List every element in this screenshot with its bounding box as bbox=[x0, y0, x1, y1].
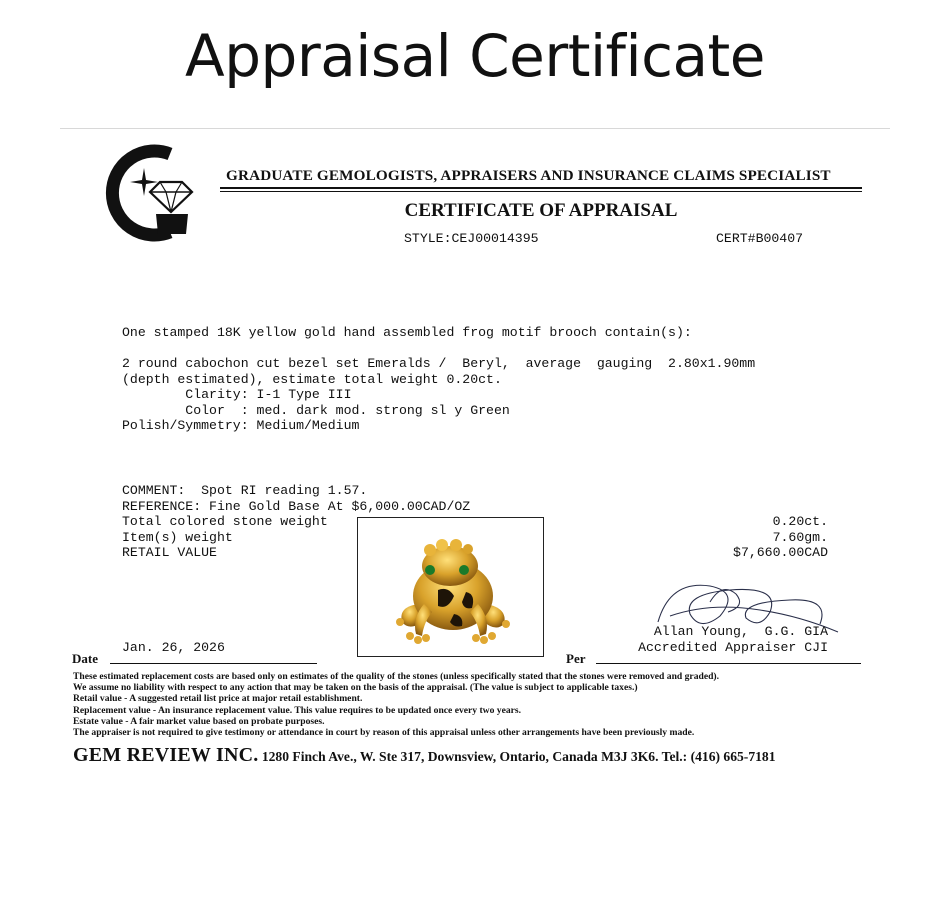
divider bbox=[220, 187, 862, 189]
item-photo bbox=[357, 517, 544, 657]
detail-values bbox=[640, 514, 828, 561]
per-line bbox=[596, 663, 861, 664]
detail-label: Item(s) weight bbox=[122, 529, 233, 545]
reference: REFERENCE: Fine Gold Base At $6,000.00CAD/OZ bbox=[122, 498, 471, 514]
footer-brand: GEM REVIEW INC. bbox=[73, 744, 259, 766]
divider bbox=[60, 128, 890, 129]
item-description: One stamped 18K yellow gold hand assembled frog motif brooch contain(s): bbox=[122, 325, 692, 340]
date-line bbox=[110, 663, 317, 664]
certificate-title: CERTIFICATE OF APPRAISAL bbox=[404, 200, 678, 221]
disclaimer-line: Estate value - A fair market value based on probate purposes. bbox=[73, 715, 325, 727]
disclaimer-line: These estimated replacement costs are based only on estimates of the quality of the stones (unless specifically stated that the stones were removed and graded). bbox=[73, 671, 720, 682]
detail-value: $7,660.00CAD bbox=[733, 545, 828, 561]
disclaimer-line: We assume no liability with respect to any action that may be taken on the basis of the appraisal. (The value is subject to applicable taxes.) bbox=[73, 682, 638, 694]
page-title: Appraisal Certificate bbox=[185, 22, 765, 90]
disclaimer-line: Retail value - A suggested retail list price at major retail establishment. bbox=[73, 693, 363, 705]
g-diamond-logo-icon bbox=[100, 142, 196, 242]
footer-address: 1280 Finch Ave., W. Ste 317, Downsview, Ontario, Canada M3J 3K6. Tel.: (416) 665-7181 bbox=[258, 749, 776, 764]
stone-line: Color : med. dark mod. strong sl y Green bbox=[122, 402, 510, 418]
date-value: Jan. 26, 2026 bbox=[122, 640, 225, 655]
company-name: GRADUATE GEMOLOGISTS, APPRAISERS AND INSURANCE CLAIMS SPECIALIST bbox=[226, 167, 831, 184]
detail-value: 7.60gm. bbox=[772, 529, 828, 545]
detail-value: 0.20ct. bbox=[772, 514, 828, 529]
disclaimer-line: The appraiser is not required to give testimony or attendance in court by reason of this appraisal unless other arrangements have been previously made. bbox=[73, 727, 695, 739]
appraiser-signature-block bbox=[614, 624, 828, 655]
certificate-number: CERT#B00407 bbox=[716, 231, 804, 246]
detail-label: RETAIL VALUE bbox=[122, 545, 217, 561]
stone-line: Polish/Symmetry: Medium/Medium bbox=[122, 418, 360, 434]
stone-line: 2 round cabochon cut bezel set Emeralds / Beryl, average gauging 2.80x1.90mm bbox=[122, 356, 756, 371]
date-label: Date bbox=[72, 651, 98, 666]
per-label: Per bbox=[566, 651, 586, 666]
disclaimer-line: Replacement value - An insurance replacement value. This value requires to be updated once every two years. bbox=[73, 704, 522, 716]
detail-label: Total colored stone weight bbox=[122, 514, 328, 530]
stone-details bbox=[122, 356, 755, 434]
comment: COMMENT: Spot RI reading 1.57. bbox=[122, 483, 368, 498]
appraiser-name: Allan Young, G.G. GIA bbox=[653, 624, 828, 639]
disclaimer bbox=[73, 671, 893, 738]
stone-line: Clarity: I-1 Type III bbox=[122, 387, 352, 403]
appraiser-title: Accredited Appraiser CJI bbox=[638, 639, 828, 655]
style-number: STYLE:CEJ00014395 bbox=[404, 231, 539, 246]
stone-line: (depth estimated), estimate total weight 0.20ct. bbox=[122, 371, 502, 387]
gold-frog-brooch-icon bbox=[358, 518, 543, 656]
divider bbox=[220, 191, 862, 192]
footer bbox=[73, 744, 776, 767]
